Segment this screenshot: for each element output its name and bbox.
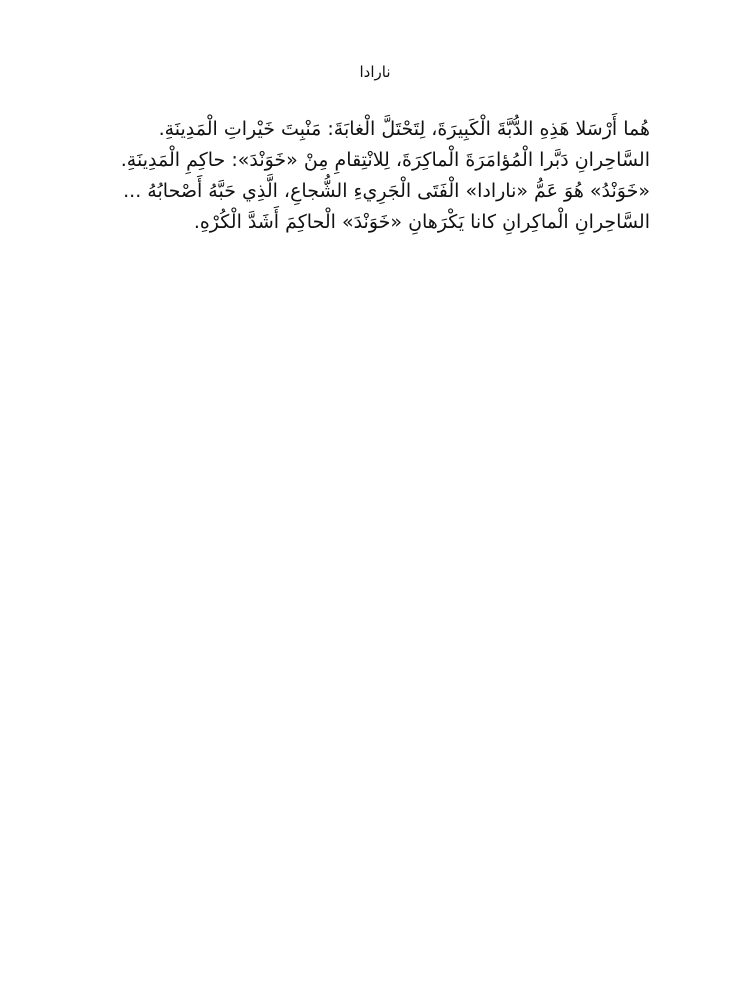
page-header: نارادا [359,63,391,81]
text-line-3: «خَوَنْدُ» هُوَ عَمُّ «نارادا» الْفَتَى الْجَرِيءِ الشُّجاعِ، الَّذِي حَبَّهُ أَصْحابُهُ ... [123,180,650,202]
paragraph [100,114,650,238]
text-line-2: السَّاحِرانِ دَبَّرا الْمُؤامَرَةَ الْماكِرَةَ، لِلانْتِقامِ مِنْ «خَوَنْدَ»: حاكِمِ الْمَدِينَةِ. [120,149,650,171]
text-line-4: السَّاحِرانِ الْماكِرانِ كانا يَكْرَهانِ «خَوَنْدَ» الْحاكِمَ أَشَدَّ الْكُرْهِ. [193,211,650,233]
text-line-1: هُما أَرْسَلا هَذِهِ الدُّبَّةَ الْكَبِيرَةَ، لِتَحْتَلَّ الْغابَةَ: مَنْبِتَ خَيْراتِ الْمَدِينَةِ. [158,118,650,140]
